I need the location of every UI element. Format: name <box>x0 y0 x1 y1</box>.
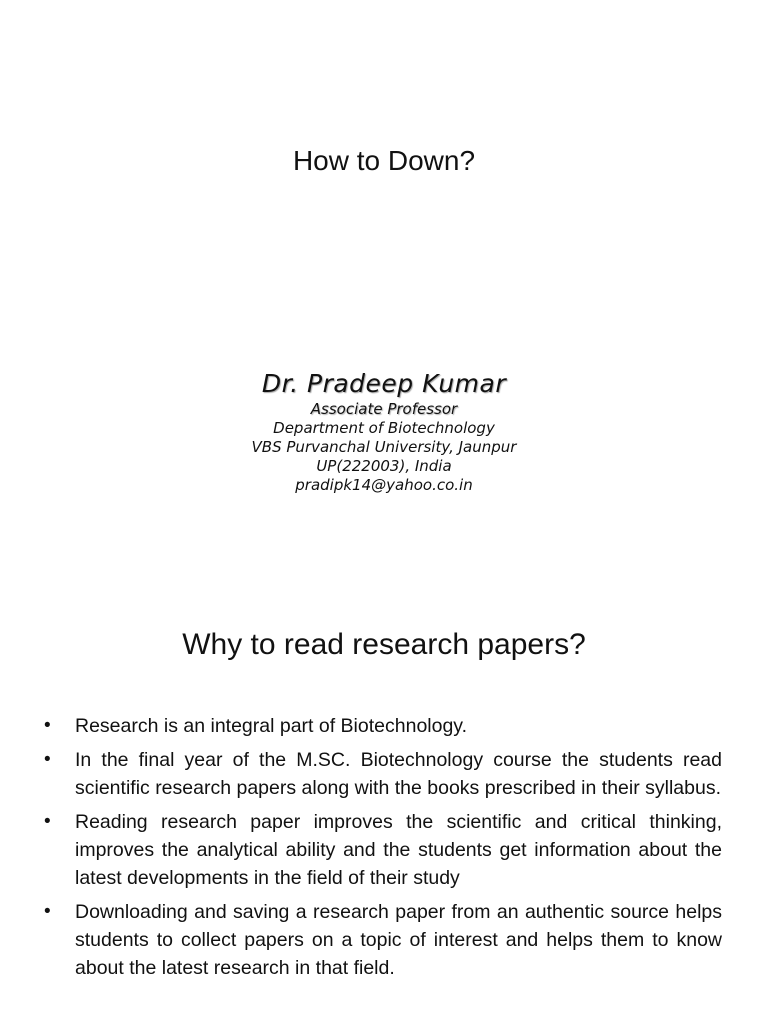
author-role: Associate Professor <box>310 400 458 418</box>
author-email[interactable]: pradipk14@yahoo.co.in <box>295 476 473 494</box>
bullet-text: Research is an integral part of Biotechnology. <box>75 715 468 737</box>
bullet-list <box>44 712 722 988</box>
bullet-text: In the final year of the M.SC. Biotechnology course the students read scientific research papers along with the books prescribed in their syllabus. <box>75 749 722 799</box>
author-department: Department of Biotechnology <box>273 419 495 437</box>
list-item <box>44 898 722 982</box>
author-block <box>0 368 768 495</box>
content-slide <box>0 590 768 1024</box>
bullet-icon: • <box>44 715 51 736</box>
author-name: Dr. Pradeep Kumar <box>261 369 507 398</box>
bullet-text: Reading research paper improves the scientific and critical thinking, improves the analytical ability and the students get information about the latest developments in the field of their study <box>75 811 722 889</box>
list-item <box>44 746 722 802</box>
slide-title: How to Down? <box>292 145 476 176</box>
bullet-icon: • <box>44 749 51 770</box>
list-item <box>44 808 722 892</box>
list-item <box>44 712 722 740</box>
slide-title: Why to read research papers? <box>182 628 586 661</box>
author-location: UP(222003), India <box>316 457 452 475</box>
bullet-text: Downloading and saving a research paper from an authentic source helps students to collect papers on a topic of interest and helps them to know about the latest research in that field. <box>75 901 722 979</box>
bullet-icon: • <box>44 901 51 922</box>
author-university: VBS Purvanchal University, Jaunpur <box>251 438 517 456</box>
bullet-icon: • <box>44 811 51 832</box>
